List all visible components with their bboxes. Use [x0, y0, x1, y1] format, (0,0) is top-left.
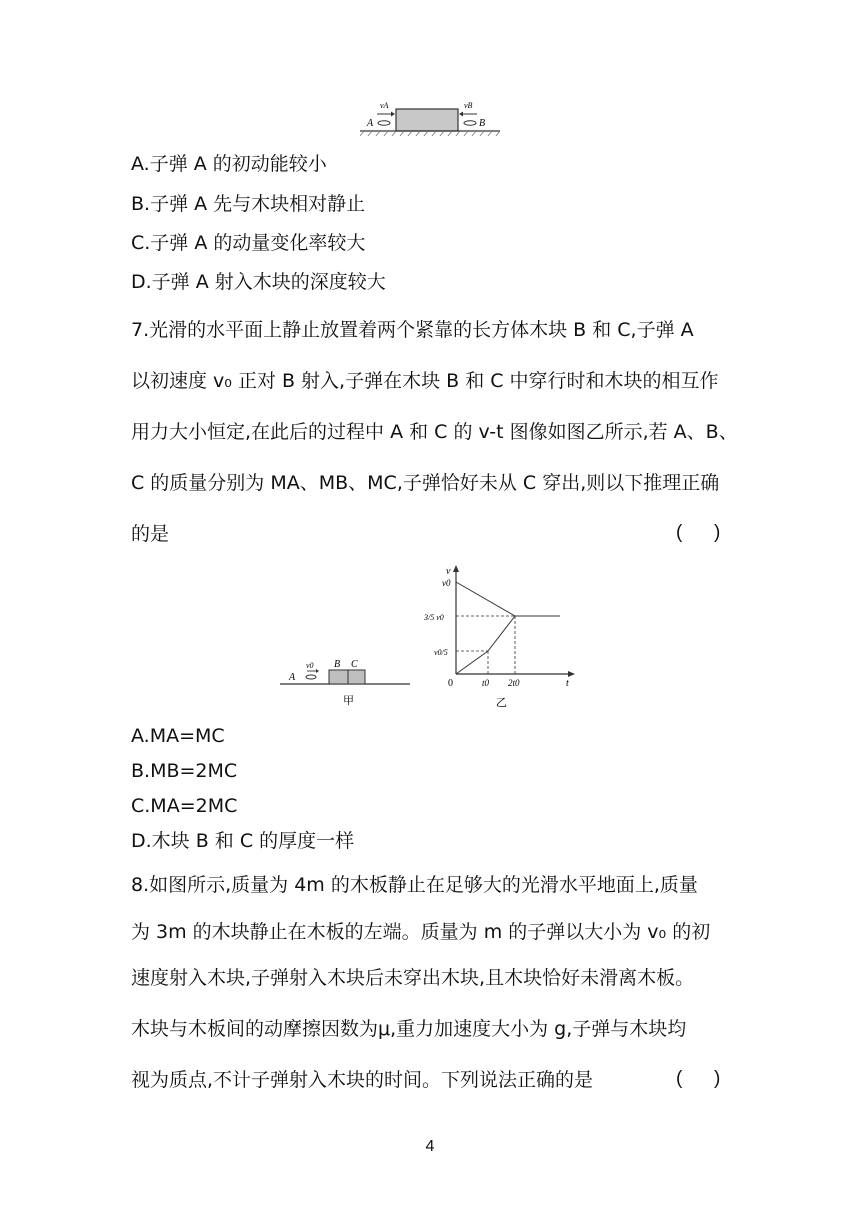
- tick-v0: v0: [442, 578, 451, 588]
- page-number: 4: [425, 1138, 435, 1155]
- figure-jia: [280, 650, 415, 710]
- axis-v: v: [446, 566, 451, 577]
- q7-line-3: 用力大小恒定,在此后的过程中 A 和 C 的 v-t 图像如图乙所示,若 A、B、: [131, 421, 738, 443]
- q7-line-4: C 的质量分别为 MA、MB、MC,子弹恰好未从 C 穿出,则以下推理正确: [131, 472, 720, 494]
- q8-line-2: 为 3m 的木块静止在木板的左端。质量为 m 的子弹以大小为 v₀ 的初: [131, 921, 711, 943]
- block-B: [329, 670, 348, 684]
- q6-option-d: D.子弹 A 射入木块的深度较大: [131, 271, 386, 293]
- q7-answer-paren: ( ): [676, 522, 721, 543]
- label-vB: vB: [464, 101, 473, 110]
- line-C: [456, 651, 488, 674]
- axis-t: t: [566, 678, 569, 689]
- label-A: A: [367, 118, 374, 129]
- q6-option-b: B.子弹 A 先与木块相对静止: [131, 193, 366, 215]
- bullet-A: [306, 675, 316, 679]
- q6-option-a: A.子弹 A 的初动能较小: [131, 153, 327, 175]
- label-B: B: [479, 118, 486, 129]
- q7-line-5: 的是: [131, 523, 170, 545]
- q6-option-c: C.子弹 A 的动量变化率较大: [131, 232, 366, 254]
- q8-line-4: 木块与木板间的动摩擦因数为μ,重力加速度大小为 g,子弹与木块均: [131, 1018, 687, 1040]
- line-A: [456, 582, 515, 616]
- tick-v0-over-5: v0/5: [434, 648, 448, 657]
- q7-option-b: B.MB=2MC: [131, 760, 238, 782]
- q7-option-a: A.MA=MC: [131, 725, 225, 747]
- label-C: C: [351, 659, 358, 670]
- block-C: [348, 670, 365, 684]
- label-vA: vA: [380, 101, 389, 110]
- bullet-a: [378, 121, 390, 125]
- caption-jia: 甲: [343, 695, 354, 707]
- q8-answer-paren: ( ): [676, 1068, 721, 1089]
- figure-yi-vt-graph: [420, 562, 580, 710]
- origin: 0: [448, 678, 453, 689]
- caption-yi: 乙: [496, 697, 507, 709]
- q8-line-3: 速度射入木块,子弹射入木块后未穿出木块,且木块恰好未滑离木板。: [131, 967, 695, 989]
- q7-option-d: D.木块 B 和 C 的厚度一样: [131, 830, 355, 852]
- label-v0: v0: [306, 661, 314, 670]
- label-A: A: [289, 672, 296, 683]
- label-B: B: [334, 659, 341, 670]
- wooden-block: [396, 109, 458, 131]
- tick-2t0: 2t0: [508, 678, 520, 688]
- bullet-b: [464, 121, 476, 125]
- q7-option-c: C.MA=2MC: [131, 795, 238, 817]
- q7-line-1: 7.光滑的水平面上静止放置着两个紧靠的长方体木块 B 和 C,子弹 A: [131, 319, 694, 341]
- tick-t0: t0: [482, 678, 490, 688]
- tick-three-fifths-v0: 3/5 v0: [424, 613, 444, 622]
- q8-line-5: 视为质点,不计子弹射入木块的时间。下列说法正确的是: [131, 1069, 594, 1091]
- q8-line-1: 8.如图所示,质量为 4m 的木板静止在足够大的光滑水平地面上,质量: [131, 874, 698, 896]
- q7-line-2: 以初速度 v₀ 正对 B 射入,子弹在木块 B 和 C 中穿行时和木块的相互作: [131, 370, 719, 392]
- figure-bullets-block: [360, 96, 500, 138]
